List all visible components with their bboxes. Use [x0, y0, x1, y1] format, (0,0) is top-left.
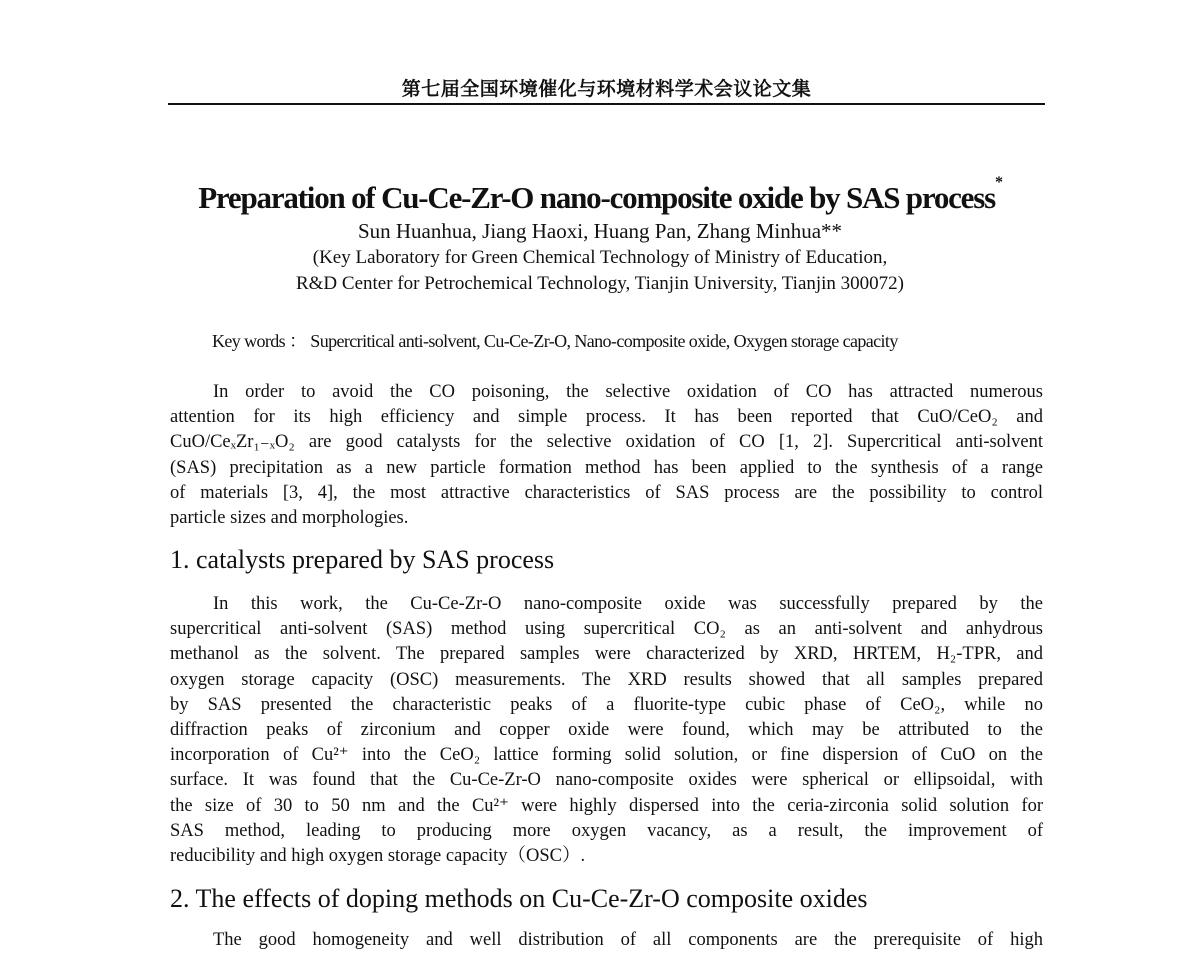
section-heading-1: 1. catalysts prepared by SAS process: [170, 545, 555, 574]
text-line: In order to avoid the CO poisoning, the selective oxidation of CO has attracted numerous: [213, 382, 1043, 402]
intro-paragraph: [170, 380, 1043, 531]
running-head: 第七届全国环境催化与环境材料学术会议论文集: [401, 78, 812, 100]
paper-title: [100, 174, 1100, 216]
text-line: attention for its high efficiency and simple process. It has been reported that CuO/CeO₂ and: [170, 407, 1043, 428]
section-heading-2: 2. The effects of doping methods on Cu-Ce-Zr-O composite oxides: [170, 884, 868, 913]
text-line: CuO/CeₓZr₁₋ₓO₂ are good catalysts for the selective oxidation of CO [1, 2]. Supercritical anti-solvent: [170, 432, 1043, 453]
text-line: supercritical anti-solvent (SAS) method using supercritical CO₂ as an anti-solvent and anhydrous: [170, 619, 1043, 640]
title-footnote-mark: *: [994, 174, 1002, 191]
section1-paragraph: [170, 592, 1043, 869]
text-line: In this work, the Cu-Ce-Zr-O nano-composite oxide was successfully prepared by the: [213, 594, 1043, 614]
text-line: diffraction peaks of zirconium and copper oxide were found, which may be attributed to the: [170, 720, 1043, 741]
section2-paragraph: [170, 928, 1043, 953]
title-text: Preparation of Cu-Ce-Zr-O nano-composite oxide by SAS process: [198, 180, 995, 215]
text-line: reducibility and high oxygen storage capacity（OSC）.: [170, 846, 586, 867]
text-line: the size of 30 to 50 nm and the Cu²⁺ were highly dispersed into the ceria-zirconia solid solution for: [170, 795, 1043, 816]
affiliation-line: R&D Center for Petrochemical Technology, Tianjin University, Tianjin 300072): [295, 273, 905, 294]
keywords: Key words ： Supercritical anti-solvent, Cu-Ce-Zr-O, Nano-composite oxide, Oxygen storage capacity: [212, 331, 898, 351]
text-line: by SAS presented the characteristic peaks of a fluorite-type cubic phase of CeO₂, while no: [170, 694, 1043, 715]
text-line: particle sizes and morphologies.: [170, 508, 409, 529]
text-line: oxygen storage capacity (OSC) measurements. The XRD results showed that all samples prepared: [170, 669, 1043, 690]
text-line: surface. It was found that the Cu-Ce-Zr-O nano-composite oxides were spherical or ellipsoidal, with: [170, 770, 1043, 791]
text-line: The good homogeneity and well distribution of all components are the prerequisite of high: [213, 930, 1043, 950]
affiliation-line: (Key Laboratory for Green Chemical Technology of Ministry of Education,: [312, 247, 888, 268]
authors: Sun Huanhua, Jiang Haoxi, Huang Pan, Zhang Minhua**: [357, 219, 843, 243]
header-rule: [168, 103, 1045, 105]
text-line: incorporation of Cu²⁺ into the CeO₂ lattice forming solid solution, or fine dispersion of CuO on the: [170, 745, 1043, 766]
text-line: (SAS) precipitation as a new particle formation method has been applied to the synthesis of a range: [170, 457, 1043, 478]
text-line: of materials [3, 4], the most attractive characteristics of SAS process are the possibility to control: [170, 482, 1043, 503]
text-line: SAS method, leading to producing more oxygen vacancy, as a result, the improvement of: [170, 820, 1043, 841]
text-line: methanol as the solvent. The prepared samples were characterized by XRD, HRTEM, H₂-TPR, and: [170, 644, 1043, 665]
